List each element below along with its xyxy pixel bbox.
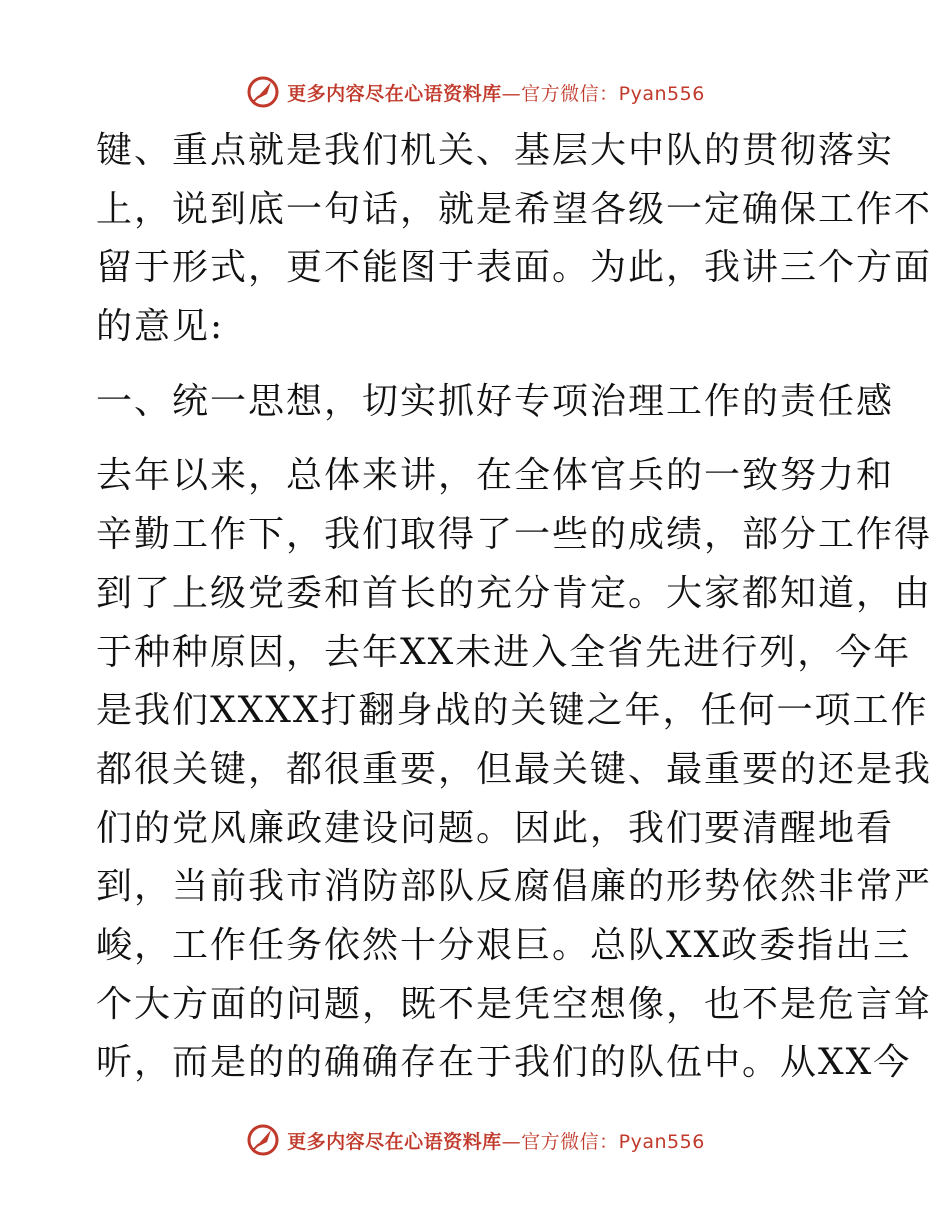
document-body bbox=[96, 122, 933, 1093]
text-line: 都很关键，都很重要，但最关键、最重要的还是我 bbox=[96, 748, 933, 790]
text-line: 到，当前我市消防部队反腐倡廉的形势依然非常严 bbox=[96, 866, 933, 908]
quill-logo-icon bbox=[245, 1122, 281, 1158]
footer-watermark bbox=[0, 1118, 950, 1162]
quill-logo-icon bbox=[245, 74, 281, 110]
header-watermark bbox=[0, 70, 950, 114]
text-line: 是我们XXXX打翻身战的关键之年，任何一项工作 bbox=[96, 690, 929, 732]
text-line: 留于形式，更不能图于表面。为此，我讲三个方面 bbox=[96, 247, 933, 289]
text-line: 键、重点就是我们机关、基层大中队的贯彻落实 bbox=[96, 130, 895, 171]
text-line: 上，说到底一句话，就是希望各级一定确保工作不 bbox=[96, 188, 933, 230]
text-line: 辛勤工作下，我们取得了一些的成绩，部分工作得 bbox=[96, 514, 933, 556]
watermark-text: 更多内容尽在心语资料库—官方微信：Pyan556 bbox=[287, 82, 705, 105]
text-line: 听，而是的的确确存在于我们的队伍中。从XX今 bbox=[96, 1042, 912, 1084]
text-line: 于种种原因，去年XX未进入全省先进行列，今年 bbox=[96, 631, 912, 673]
text-line: 们的党风廉政建设问题。因此，我们要清醒地看 bbox=[96, 807, 895, 849]
text-line: 个大方面的问题，既不是凭空想像，也不是危言耸 bbox=[96, 983, 933, 1025]
text-line: 的意见: bbox=[96, 306, 225, 348]
text-line: 去年以来，总体来讲，在全体官兵的一致努力和 bbox=[96, 455, 895, 497]
watermark-text: 更多内容尽在心语资料库—官方微信：Pyan556 bbox=[287, 1130, 705, 1153]
text-line: 峻，工作任务依然十分艰巨。总队XX政委指出三 bbox=[96, 924, 912, 966]
section-heading: 一、统一思想，切实抓好专项治理工作的责任感 bbox=[96, 380, 895, 422]
text-line: 到了上级党委和首长的充分肯定。大家都知道，由 bbox=[96, 572, 933, 614]
